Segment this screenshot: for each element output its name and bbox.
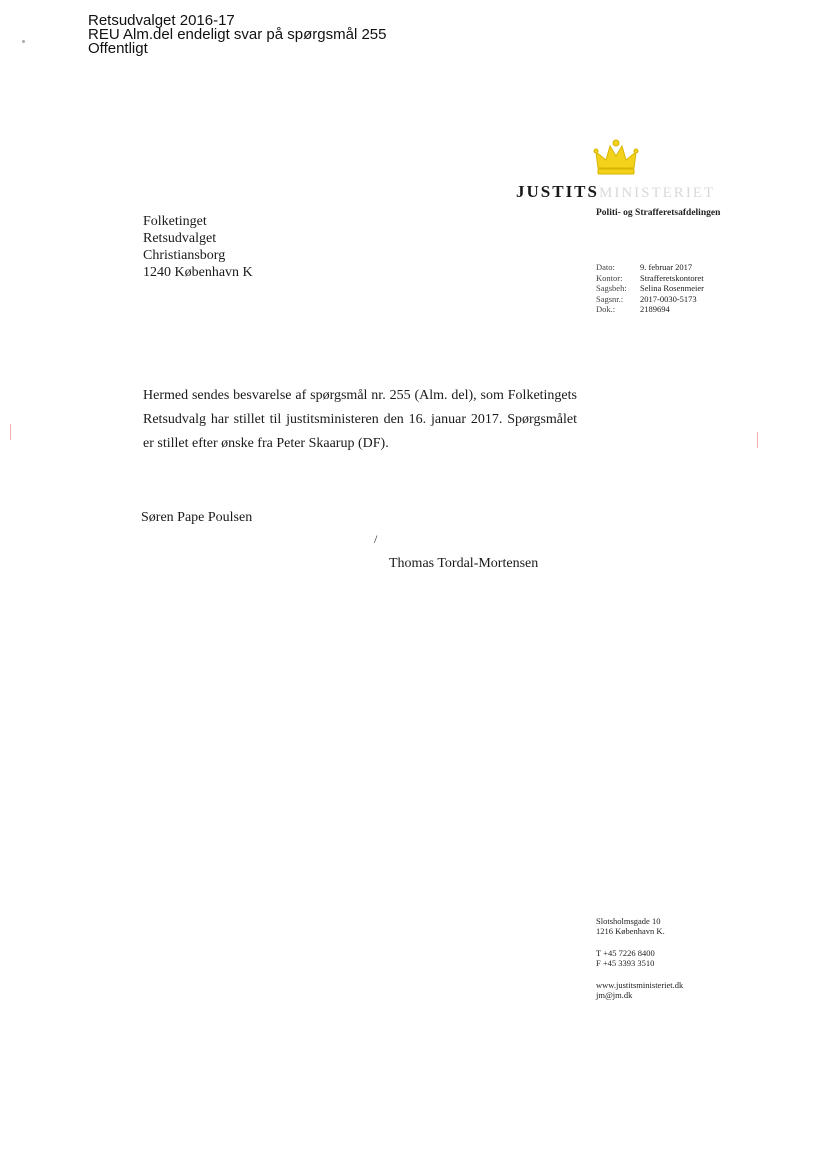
signature-slash: / (374, 532, 378, 546)
minister-signature: Søren Pape Poulsen (141, 510, 253, 525)
ministry-contact (596, 916, 683, 1000)
meta-row (596, 294, 704, 305)
footer-fax: F +45 3393 3510 (596, 958, 655, 968)
footer-phone: T +45 7226 8400 (596, 948, 655, 958)
meta-label: Sagsbeh: (596, 283, 627, 293)
document-stamp (88, 14, 386, 56)
logo-justits: JUSTITS (516, 182, 599, 201)
meta-value: 2017-0030-5173 (640, 293, 697, 304)
meta-value: Selina Rosenmeier (640, 283, 704, 293)
recipient-line: Folketinget (143, 214, 207, 229)
meta-value: 2189694 (640, 304, 670, 314)
recipient-line: Christiansborg (143, 248, 226, 263)
crown-icon (592, 138, 640, 178)
meta-row (596, 273, 704, 284)
footer-city: 1216 København K. (596, 926, 665, 936)
recipient-line: Retsudvalget (143, 231, 217, 246)
meta-label: Kontor: (596, 272, 623, 283)
department-name: Politi- og Strafferetsafdelingen (596, 208, 721, 218)
meta-row (596, 304, 704, 315)
meta-row (596, 262, 704, 273)
letter-body: Hermed sendes besvarelse af spørgsmål nr. 255 (Alm. del), som Folketingets Retsudvalg har stillet til justitsministeren den 16. januar 2017. Spørgsmålet er stillet efter ønske fra Peter Skaarup (DF). (143, 388, 577, 451)
stamp-committee: Retsudvalget 2016-17 (88, 12, 235, 29)
logo-ministeriet: MINISTERIET (598, 185, 716, 201)
scan-mark-right (757, 432, 758, 448)
meta-value: Strafferetskontoret (640, 272, 704, 283)
footer-website: www.justitsministeriet.dk (596, 980, 684, 990)
recipient-address (143, 213, 253, 281)
official-signature: Thomas Tordal-Mortensen (389, 556, 539, 571)
footer-email: jm@jm.dk (596, 990, 633, 1000)
stamp-reference: REU Alm.del endeligt svar på spørgsmål 255 (88, 26, 387, 43)
scan-dot (22, 40, 25, 43)
meta-value: 9. februar 2017 (640, 262, 693, 272)
recipient-line: 1240 København K (143, 265, 253, 280)
case-metadata (596, 262, 704, 315)
meta-row (596, 283, 704, 294)
stamp-status: Offentligt (88, 40, 148, 57)
scan-mark-left (10, 424, 11, 440)
ministry-logo (516, 182, 715, 202)
footer-street: Slotsholmsgade 10 (596, 916, 661, 926)
meta-label: Sagsnr.: (596, 293, 624, 304)
meta-label: Dato: (596, 262, 615, 272)
meta-label: Dok.: (596, 304, 616, 314)
